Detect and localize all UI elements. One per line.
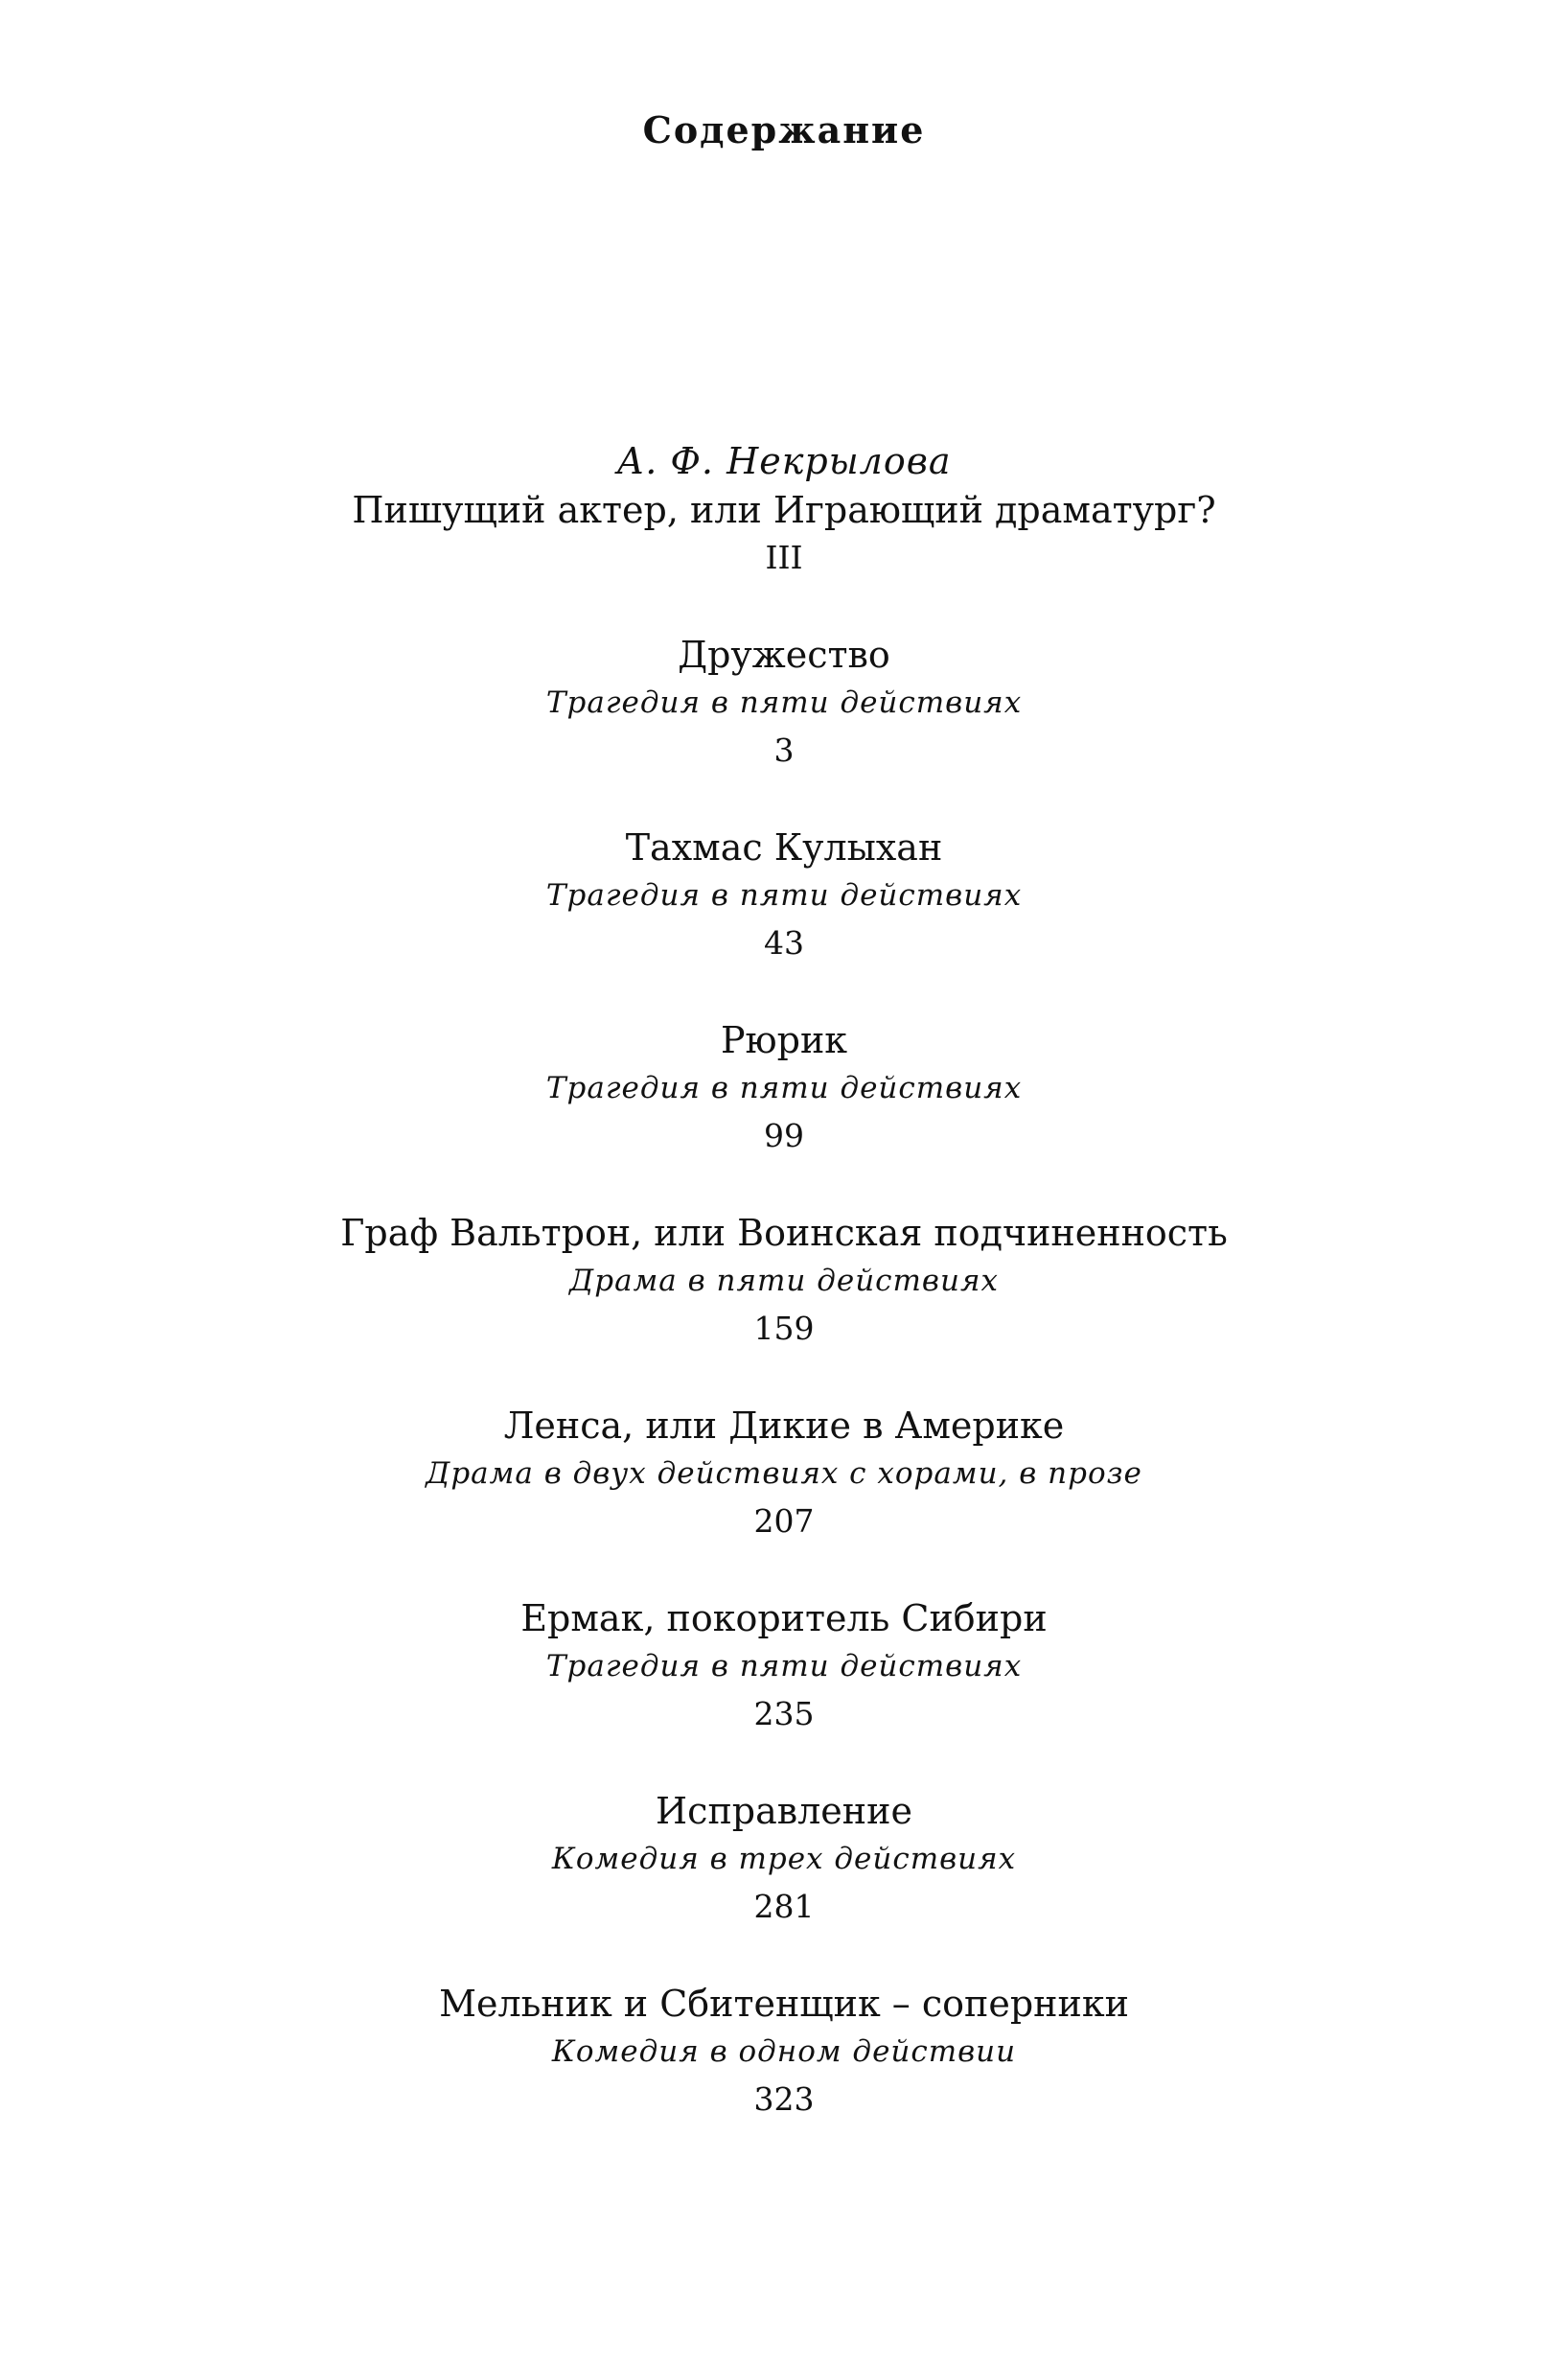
entry-subtitle: Комедия в трех действиях [551,1842,1017,1876]
entry-page-number: 3 [773,731,795,769]
toc-entry [0,1209,1568,1353]
entry-page-number: 207 [753,1502,815,1540]
entry-subtitle: Трагедия в пяти действиях [545,878,1023,913]
entry-page-number: 323 [753,2080,815,2118]
entry-page-number: 281 [753,1888,815,1925]
entry-title: Ленса, или Дикие в Америке [503,1405,1065,1447]
toc-entry [0,1402,1568,1545]
toc-entry [0,1016,1568,1160]
entry-page-number: 99 [764,1117,804,1154]
entry-title: Граф Вальтрон, или Воинская подчиненность [340,1212,1228,1254]
toc-entry [0,1787,1568,1931]
entry-subtitle: Комедия в одном действии [551,2034,1017,2069]
entry-page-number: III [765,539,803,576]
entry-subtitle: Трагедия в пяти действиях [545,1071,1023,1105]
entry-title: Мельник и Сбитенщик – соперники [439,1983,1129,2025]
entry-title: Ермак, покоритель Сибири [520,1597,1048,1639]
toc-entry [0,824,1568,967]
entry-subtitle: Трагедия в пяти действиях [545,685,1023,720]
entry-subtitle: Драма в пяти действиях [569,1264,999,1298]
entry-subtitle: Драма в двух действиях с хорами, в прозе [426,1456,1142,1491]
toc-entry [0,1594,1568,1738]
entry-subtitle: Трагедия в пяти действиях [545,1649,1023,1683]
entry-author: А. Ф. Некрылова [616,440,952,482]
entry-title: Пишущий актер, или Играющий драматург? [352,489,1216,531]
entry-page-number: 235 [753,1695,815,1732]
entry-title: Исправление [656,1790,912,1832]
table-of-contents [0,437,1568,2172]
entry-title: Рюрик [720,1019,848,1061]
entry-page-number: 159 [753,1310,815,1347]
page-title: Содержание [642,108,926,151]
entry-title: Дружество [678,634,890,676]
toc-entry-intro [0,437,1568,582]
entry-title: Тахмас Кулыхан [625,826,943,869]
entry-page-number: 43 [764,924,804,962]
toc-entry [0,1980,1568,2124]
toc-entry [0,631,1568,775]
